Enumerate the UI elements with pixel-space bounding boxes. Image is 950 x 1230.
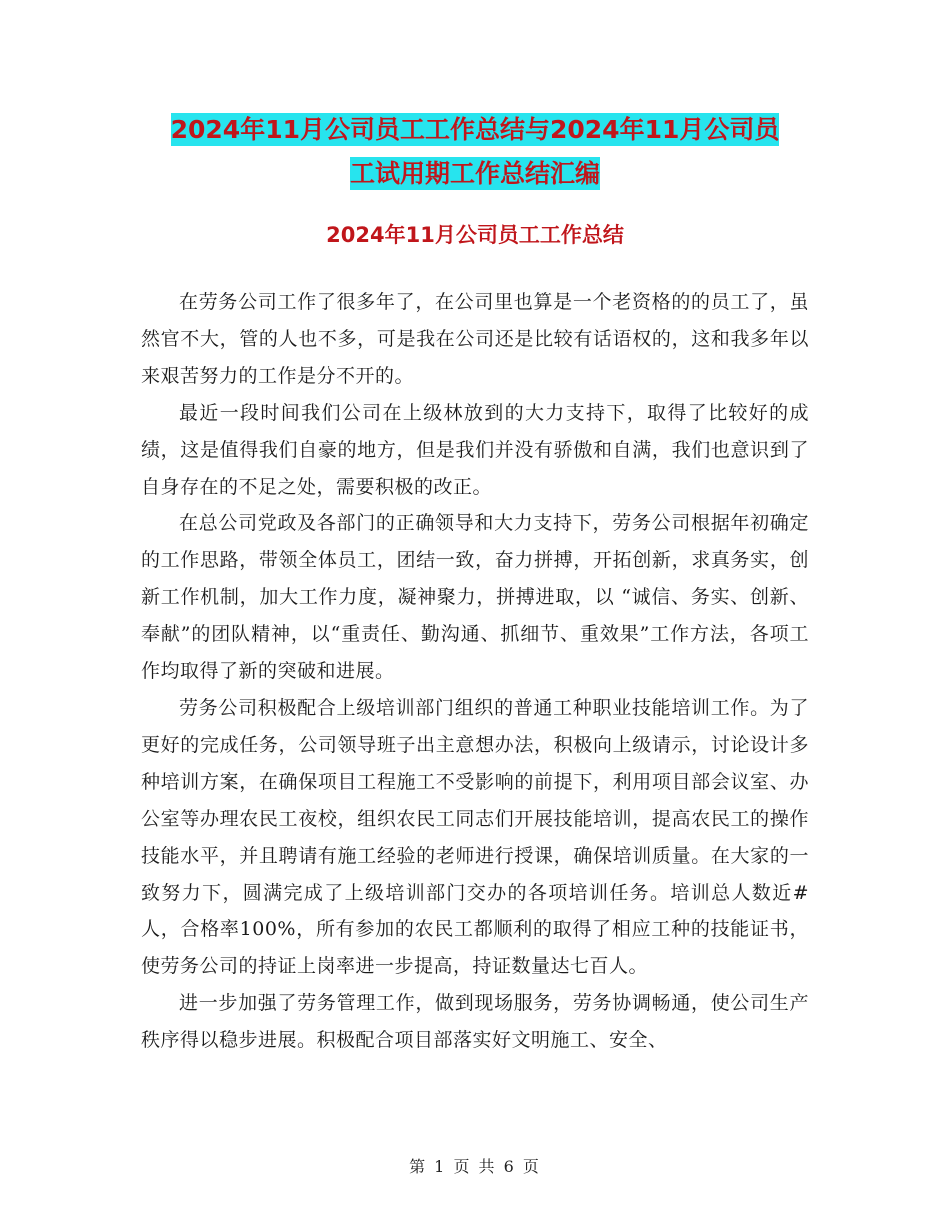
paragraph: 在总公司党政及各部门的正确领导和大力支持下，劳务公司根据年初确定的工作思路，带领全体员工，团结一致，奋力拼搏，开拓创新，求真务实，创新工作机制，加大工作力度，凝神聚力，拼搏进取，以 “诚信、务实、创新、奉献”的团队精神，以“重责任、勤沟通、抓细节、重效果”工作方法，各项工作均取得了新的突破和进展。 <box>141 512 809 683</box>
document-body <box>141 284 809 1059</box>
paragraph: 最近一段时间我们公司在上级林放到的大力支持下，取得了比较好的成绩，这是值得我们自豪的地方，但是我们并没有骄傲和自满，我们也意识到了自身存在的不足之处，需要积极的改正。 <box>141 401 809 498</box>
paragraph: 进一步加强了劳务管理工作，做到现场服务，劳务协调畅通，使公司生产秩序得以稳步进展。积极配合项目部落实好文明施工、安全、 <box>141 992 809 1052</box>
paragraph: 劳务公司积极配合上级培训部门组织的普通工种职业技能培训工作。为了更好的完成任务，公司领导班子出主意想办法，积极向上级请示，讨论设计多种培训方案，在确保项目工程施工不受影响的前提下，利用项目部会议室、办公室等办理农民工夜校，组织农民工同志们开展技能培训，提高农民工的操作技能水平，并且聘请有施工经验的老师进行授课，确保培训质量。在大家的一致努力下，圆满完成了上级培训部门交办的各项培训任务。培训总人数近#人，合格率100%，所有参加的农民工都顺利的取得了相应工种的技能证书，使劳务公司的持证上岗率进一步提高，持证数量达七百人。 <box>141 696 809 978</box>
paragraph: 在劳务公司工作了很多年了，在公司里也算是一个老资格的的员工了，虽然官不大，管的人也不多，可是我在公司还是比较有话语权的，这和我多年以来艰苦努力的工作是分不开的。 <box>141 291 809 387</box>
document-title-line-1: 2024年11月公司员工工作总结与2024年11月公司员 <box>170 115 780 144</box>
section-heading: 2024年11月公司员工工作总结 <box>326 223 624 247</box>
document-title-line-2: 工试用期工作总结汇编 <box>349 159 600 188</box>
page-footer: 第 1 页 共 6 页 <box>409 1157 541 1176</box>
